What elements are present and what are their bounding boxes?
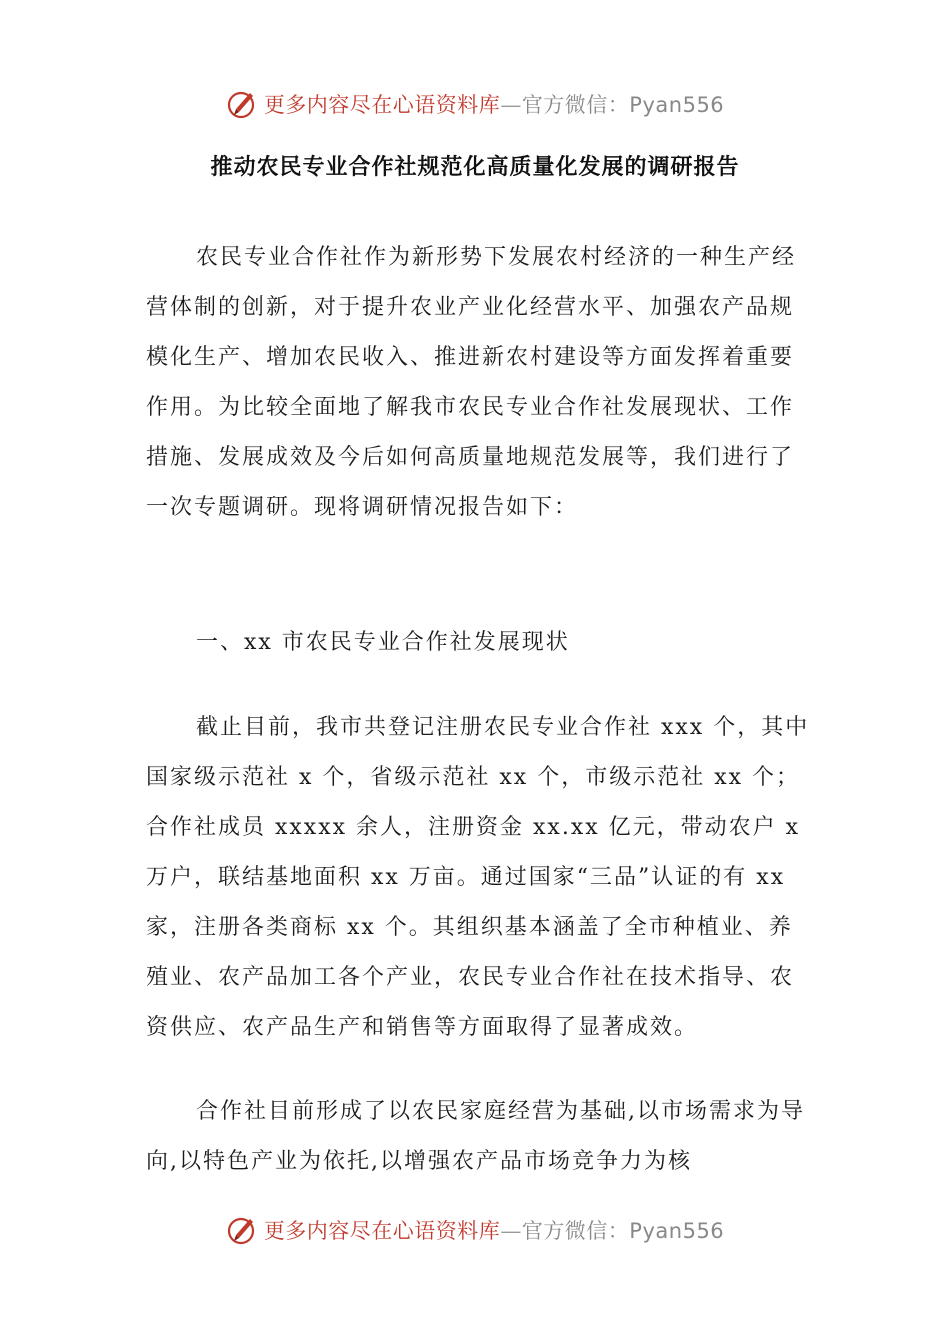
- watermark-footer: [0, 1210, 950, 1250]
- watermark-text: 更多内容尽在心语资料库—官方微信：Pyan556: [263, 93, 725, 117]
- paragraph-formation: 合作社目前形成了以农民家庭经营为基础,以市场需求为导向,以特色产业为依托,以增强农产品市场竞争力为核: [146, 1099, 805, 1174]
- section-heading: 一、xx 市农民专业合作社发展现状: [196, 630, 570, 655]
- pen-circle-logo-icon: [226, 87, 260, 121]
- watermark-text: 更多内容尽在心语资料库—官方微信：Pyan556: [263, 1219, 725, 1243]
- watermark-header: [0, 84, 950, 124]
- pen-circle-logo-icon: [226, 1213, 260, 1247]
- paragraph-intro: 农民专业合作社作为新形势下发展农村经济的一种生产经营体制的创新，对于提升农业产业化经营水平、加强农产品规模化生产、增加农民收入、推进新农村建设等方面发挥着重要作用。为比较全面地了解我市农民专业合作社发展现状、工作措施、发展成效及今后如何高质量地规范发展等，我们进行了一次专题调研。现将调研情况报告如下：: [146, 245, 797, 520]
- paragraph-status: 截止目前，我市共登记注册农民专业合作社 xxx 个，其中国家级示范社 x 个，省级示范社 xx 个，市级示范社 xx 个；合作社成员 xxxxx 余人，注册资金 xx.xx 亿元，带动农户 x 万户，联结基地面积 xx 万亩。通过国家“三品”认证的有 xx 家，注册各类商标 xx 个。其组织基本涵盖了全市种植业、养殖业、农产品加工各个产业，农民专业合作社在技术指导、农资供应、农产品生产和销售等方面取得了显著成效。: [146, 715, 810, 1040]
- document-title: 推动农民专业合作社规范化高质量化发展的调研报告: [210, 155, 740, 180]
